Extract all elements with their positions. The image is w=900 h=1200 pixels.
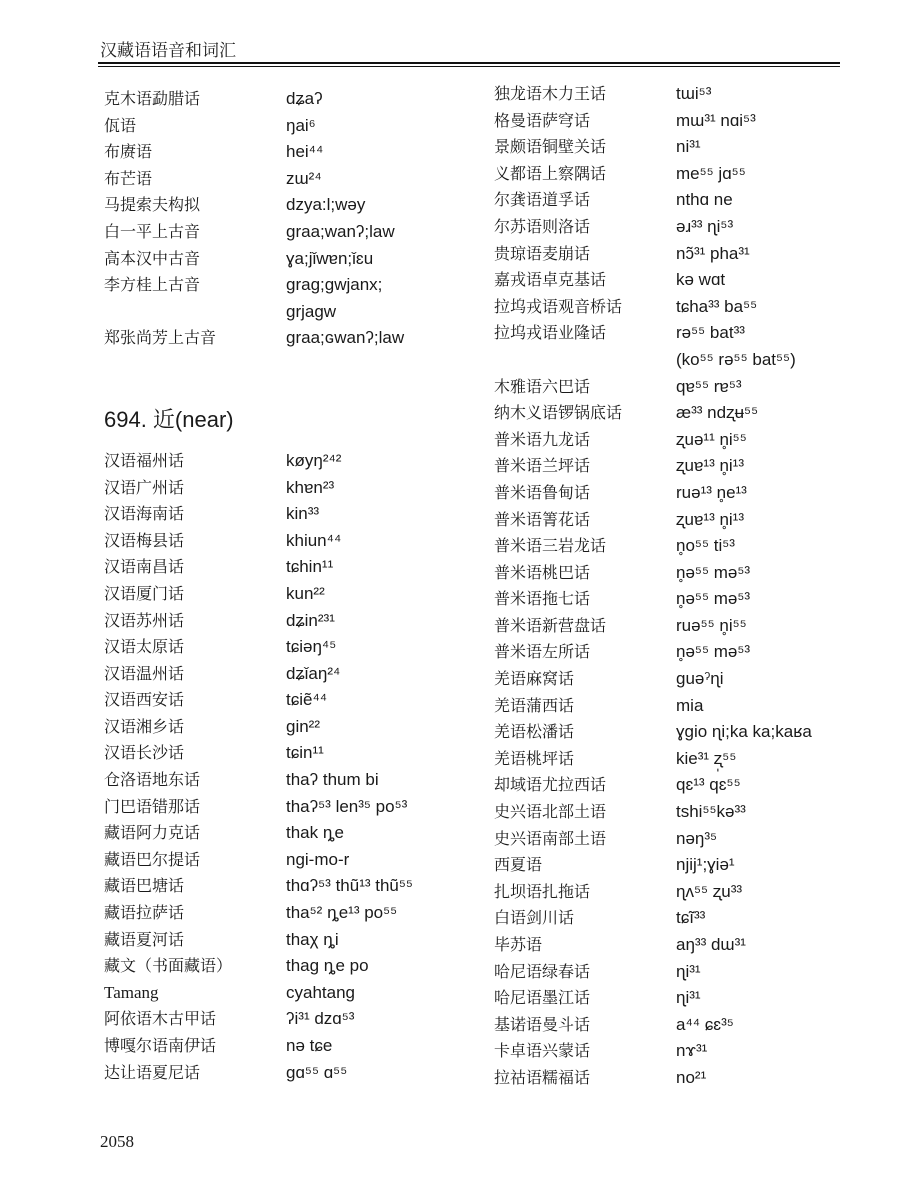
language-name: 普米语左所话 (494, 642, 591, 662)
section-heading: 694. 近(near) (104, 406, 234, 432)
entry-row (104, 714, 413, 741)
entry-row (494, 400, 812, 427)
language-name: 纳木义语锣锅底话 (494, 403, 623, 423)
phonetic-form: ni³¹ (676, 137, 701, 157)
entry-row (104, 246, 413, 273)
language-name: 却域语尤拉西话 (494, 775, 607, 795)
language-name: 普米语新营盘话 (494, 615, 607, 635)
phonetic-form: n̥ə⁵⁵ mə⁵³ (676, 562, 751, 582)
phonetic-form: qɐ⁵⁵ rɐ⁵³ (676, 376, 742, 396)
language-name: 汉语长沙话 (104, 743, 185, 763)
entry-row (494, 507, 812, 534)
entry-row (494, 1012, 812, 1039)
entry-row (494, 161, 812, 188)
entry-row (494, 267, 812, 294)
language-name: 汉语海南话 (104, 504, 185, 524)
phonetic-form: grag;gwjanx; (286, 275, 383, 295)
phonetic-form: hei⁴⁴ (286, 142, 324, 162)
phonetic-form: tɕiẽ⁴⁴ (286, 690, 328, 710)
left-bottom-list (104, 448, 413, 1086)
language-name: 佤语 (104, 115, 137, 135)
phonetic-form-continuation: (ko⁵⁵ rə⁵⁵ bat⁵⁵) (676, 349, 796, 369)
phonetic-form: tha⁵² ȵe¹³ po⁵⁵ (286, 903, 398, 923)
language-name: 达让语夏尼话 (104, 1062, 201, 1082)
language-name: 汉语梅县话 (104, 530, 185, 550)
language-name: 汉语太原话 (104, 637, 185, 657)
language-name: 普米语兰坪话 (494, 456, 591, 476)
language-name: 汉语南昌话 (104, 557, 185, 577)
phonetic-form: ngi-mo-r (286, 849, 350, 869)
language-name: 普米语鲁甸话 (494, 482, 591, 502)
phonetic-form: kun²² (286, 583, 325, 603)
phonetic-form: me⁵⁵ jɑ⁵⁵ (676, 163, 746, 183)
phonetic-form: khɐn²³ (286, 477, 335, 497)
entry-row (494, 693, 812, 720)
entry-row (494, 666, 812, 693)
language-name: 贵琼语麦崩话 (494, 243, 591, 263)
language-name: 布芒语 (104, 168, 153, 188)
entry-row (104, 86, 413, 113)
phonetic-form: ɣa;jǐwɐn;ǐɛu (286, 248, 374, 268)
phonetic-form: cyahtang (286, 982, 355, 1002)
entry-row (494, 639, 812, 666)
entry-row (494, 1065, 812, 1092)
phonetic-form: nthɑ ne (676, 190, 733, 210)
phonetic-form: tɕĩ³³ (676, 908, 706, 928)
phonetic-form: qɛ¹³ qɛ⁵⁵ (676, 775, 741, 795)
entry-row (494, 294, 812, 321)
language-name: 克木语勐腊话 (104, 89, 201, 108)
entry-row (104, 528, 413, 555)
language-name: 基诺语曼斗话 (494, 1014, 591, 1034)
entry-row (494, 214, 812, 241)
phonetic-form: ʐuɐ¹³ n̥i¹³ (676, 456, 745, 476)
entry-row (494, 560, 812, 587)
phonetic-form: tshi⁵⁵kə³³ (676, 802, 746, 822)
phonetic-form: nəŋ³⁵ (676, 828, 718, 848)
entry-row (104, 554, 413, 581)
entry-row (494, 879, 812, 906)
entry-row (104, 581, 413, 608)
right-column (494, 81, 812, 1092)
language-name: 普米语拖七话 (494, 589, 591, 609)
phonetic-form: kie³¹ ʐ̩⁵⁵ (676, 748, 737, 768)
language-name: 嘉戎语卓克基话 (494, 270, 607, 290)
phonetic-form: ɳi³¹ (676, 988, 701, 1008)
phonetic-form: ŋai⁶ (286, 115, 316, 135)
phonetic-form: gin²² (286, 716, 321, 736)
entry-row (104, 927, 413, 954)
language-name: 扎坝语扎拖话 (494, 881, 591, 901)
language-name: 拉坞戎语业隆话 (494, 323, 607, 343)
entry-row (494, 134, 812, 161)
phonetic-form: dʑaʔ (286, 89, 323, 108)
entry-row (494, 533, 812, 560)
language-name: 汉语广州话 (104, 477, 185, 497)
entry-row (494, 905, 812, 932)
phonetic-form: tɯi⁵³ (676, 84, 712, 103)
phonetic-form: ʐuɐ¹³ n̥i¹³ (676, 509, 745, 529)
language-name: 仓洛语地东话 (104, 770, 201, 790)
entry-row (104, 608, 413, 635)
phonetic-form: thaχ ȵi (286, 929, 339, 949)
language-name: 拉祜语糯福话 (494, 1067, 591, 1087)
entry-row (494, 187, 812, 214)
language-name: 藏语阿力克话 (104, 823, 201, 843)
phonetic-form: n̥o⁵⁵ ti⁵³ (676, 536, 735, 556)
language-name: 义都语上察隅话 (494, 163, 607, 183)
entry-row (104, 873, 413, 900)
entry-row (494, 81, 812, 108)
phonetic-form: tɕin¹¹ (286, 743, 324, 763)
language-name: 汉语温州话 (104, 663, 185, 683)
language-name: 史兴语北部土语 (494, 802, 607, 822)
entry-row (494, 108, 812, 135)
language-name: 藏语拉萨话 (104, 903, 185, 923)
phonetic-form: tɕiəŋ⁴⁵ (286, 637, 337, 657)
language-name: 藏语夏河话 (104, 929, 185, 949)
phonetic-form: ruə¹³ n̥e¹³ (676, 482, 747, 502)
phonetic-form: dʑǐaŋ²⁴ (286, 663, 341, 683)
language-name: 木雅语六巴话 (494, 376, 591, 396)
entry-row (494, 427, 812, 454)
language-name: 高本汉中古音 (104, 248, 201, 268)
phonetic-form: dʑin²³¹ (286, 610, 335, 630)
phonetic-form: graa;wanʔ;law (286, 221, 395, 241)
phonetic-form: rə⁵⁵ bat³³ (676, 323, 745, 343)
language-name: 哈尼语绿春话 (494, 961, 591, 981)
entry-row (494, 772, 812, 799)
language-name: 尔龚语道孚话 (494, 190, 591, 210)
phonetic-form: njij¹;ɣiə¹ (676, 855, 735, 875)
language-name: 汉语厦门话 (104, 583, 185, 603)
entry-row (104, 501, 413, 528)
entry-row (104, 448, 413, 475)
entry-row (494, 320, 812, 347)
phonetic-form: a⁴⁴ ɕɛ³⁵ (676, 1014, 734, 1034)
entry-row (494, 826, 812, 853)
entry-row (104, 192, 413, 219)
language-name: 西夏语 (494, 855, 543, 875)
phonetic-form: ɳʌ⁵⁵ ʐu³³ (676, 881, 743, 901)
phonetic-form: tɕhin¹¹ (286, 557, 334, 577)
phonetic-form: n̥ə⁵⁵ mə⁵³ (676, 642, 751, 662)
entry-row (104, 219, 413, 246)
language-name: 马提索夫构拟 (104, 195, 201, 215)
phonetic-form: tɕha³³ ba⁵⁵ (676, 296, 758, 316)
language-name: 李方桂上古音 (104, 275, 201, 295)
entry-row (494, 932, 812, 959)
entry-row (104, 661, 413, 688)
phonetic-form: thak ȵe (286, 823, 344, 843)
language-name: 格曼语萨穹话 (494, 110, 591, 130)
language-name: 史兴语南部土语 (494, 828, 607, 848)
language-name: 汉语西安话 (104, 690, 185, 710)
entry-row (104, 820, 413, 847)
language-name: 藏语巴塘话 (104, 876, 185, 896)
phonetic-form: no²¹ (676, 1067, 707, 1087)
phonetic-form: əɹ³³ ɳi⁵³ (676, 216, 734, 236)
entry-row (104, 634, 413, 661)
entry-row-continuation (494, 347, 812, 374)
language-name: 尔苏语则洛话 (494, 216, 591, 236)
language-name: 拉坞戎语观音桥话 (494, 296, 623, 316)
entry-row-continuation (104, 299, 413, 326)
language-name: 布赓语 (104, 142, 153, 162)
phonetic-form: nɔ̃³¹ pha³¹ (676, 243, 750, 263)
phonetic-form-continuation: grjagw (286, 301, 337, 321)
phonetic-form: mɯ³¹ nɑi⁵³ (676, 110, 756, 130)
language-name: 景颇语铜壁关话 (494, 137, 607, 157)
phonetic-form: nɤ³¹ (676, 1041, 708, 1061)
entry-row (494, 1038, 812, 1065)
entry-row (104, 113, 413, 140)
phonetic-form: kin³³ (286, 504, 320, 524)
entry-row (494, 374, 812, 401)
language-name: 哈尼语墨江话 (494, 988, 591, 1008)
phonetic-form: mia (676, 695, 704, 715)
entry-row (494, 453, 812, 480)
entry-row (104, 1060, 413, 1087)
entry-row (104, 272, 413, 299)
right-list (494, 81, 812, 1092)
language-name: 羌语蒲西话 (494, 695, 575, 715)
language-name: 羌语松潘话 (494, 722, 575, 742)
phonetic-form: khiun⁴⁴ (286, 530, 342, 550)
language-name: 普米语九龙话 (494, 429, 591, 449)
phonetic-form: aŋ³³ dɯ³¹ (676, 935, 746, 954)
phonetic-form: gɑ⁵⁵ ɑ⁵⁵ (286, 1062, 348, 1082)
language-name: 普米语三岩龙话 (494, 536, 607, 556)
language-name: 羌语麻窝话 (494, 669, 575, 689)
phonetic-form: æ³³ ndʐʉ⁵⁵ (676, 403, 759, 423)
entry-row (494, 852, 812, 879)
header-rule-thin (98, 66, 840, 67)
language-name: 汉语苏州话 (104, 610, 185, 630)
phonetic-form: køyŋ²⁴² (286, 450, 342, 470)
phonetic-form: thaʔ thum bi (286, 770, 379, 790)
entry-row (104, 475, 413, 502)
language-name: 郑张尚芳上古音 (104, 328, 217, 348)
entry-row (104, 1006, 413, 1033)
entry-row (104, 1033, 413, 1060)
language-name: 卡卓语兴蒙话 (494, 1041, 591, 1061)
entry-row (494, 959, 812, 986)
header-rule (98, 62, 840, 64)
phonetic-form: zɯ²⁴ (286, 168, 322, 188)
entry-row (494, 586, 812, 613)
page-number: 2058 (100, 1132, 134, 1151)
language-name: 毕苏语 (494, 935, 543, 954)
language-name: 独龙语木力王话 (494, 84, 607, 103)
entry-row (104, 687, 413, 714)
entry-row (104, 847, 413, 874)
entry-row (104, 980, 413, 1007)
phonetic-form: nə tɕe (286, 1036, 333, 1055)
language-name: 白一平上古音 (104, 221, 201, 241)
language-name: 羌语桃坪话 (494, 748, 575, 768)
language-name: 普米语桃巴话 (494, 562, 591, 582)
phonetic-form: guəˀɳi (676, 669, 724, 689)
phonetic-form: n̥ə⁵⁵ mə⁵³ (676, 589, 751, 609)
language-name: 门巴语错那话 (104, 796, 201, 816)
entry-row (104, 953, 413, 980)
entry-row (104, 900, 413, 927)
entry-row (104, 794, 413, 821)
phonetic-form: dzya:l;wəy (286, 195, 366, 215)
language-name: 汉语福州话 (104, 450, 185, 470)
entry-row (494, 985, 812, 1012)
language-name: 阿依语木古甲话 (104, 1009, 217, 1029)
phonetic-form: kə wɑt (676, 270, 726, 290)
phonetic-form: thaʔ⁵³ len³⁵ po⁵³ (286, 796, 408, 816)
entry-row (104, 325, 413, 352)
phonetic-form: ʐuə¹¹ n̥i⁵⁵ (676, 429, 747, 449)
language-name: Tamang (104, 982, 159, 1002)
language-name: 藏文（书面藏语） (104, 956, 233, 976)
language-name: 白语剑川话 (494, 908, 575, 928)
entry-row (104, 166, 413, 193)
left-top-list (104, 86, 413, 352)
language-name: 藏语巴尔提话 (104, 849, 201, 869)
phonetic-form: graa;ɢwanʔ;law (286, 328, 405, 348)
entry-row (104, 740, 413, 767)
language-name: 汉语湘乡话 (104, 716, 185, 736)
phonetic-form: ɳi³¹ (676, 961, 701, 981)
entry-row (494, 719, 812, 746)
phonetic-form: ɣgio ɳi;ka ka;kaʁa (676, 722, 812, 742)
entry-row (494, 746, 812, 773)
phonetic-form: thɑʔ⁵³ thũ¹³ thũ⁵⁵ (286, 876, 413, 896)
left-column (104, 86, 413, 1086)
entry-row (494, 480, 812, 507)
language-name: 博嘎尔语南伊话 (104, 1036, 217, 1055)
entry-row (104, 767, 413, 794)
phonetic-form: ruə⁵⁵ n̥i⁵⁵ (676, 615, 747, 635)
phonetic-form: thag ȵe po (286, 956, 369, 976)
entry-row (494, 799, 812, 826)
entry-row (104, 139, 413, 166)
language-name: 普米语箐花话 (494, 509, 591, 529)
entry-row (494, 613, 812, 640)
running-header: 汉藏语语音和词汇 (100, 41, 236, 61)
phonetic-form: ʔi³¹ dzɑ⁵³ (286, 1009, 355, 1029)
entry-row (494, 241, 812, 268)
